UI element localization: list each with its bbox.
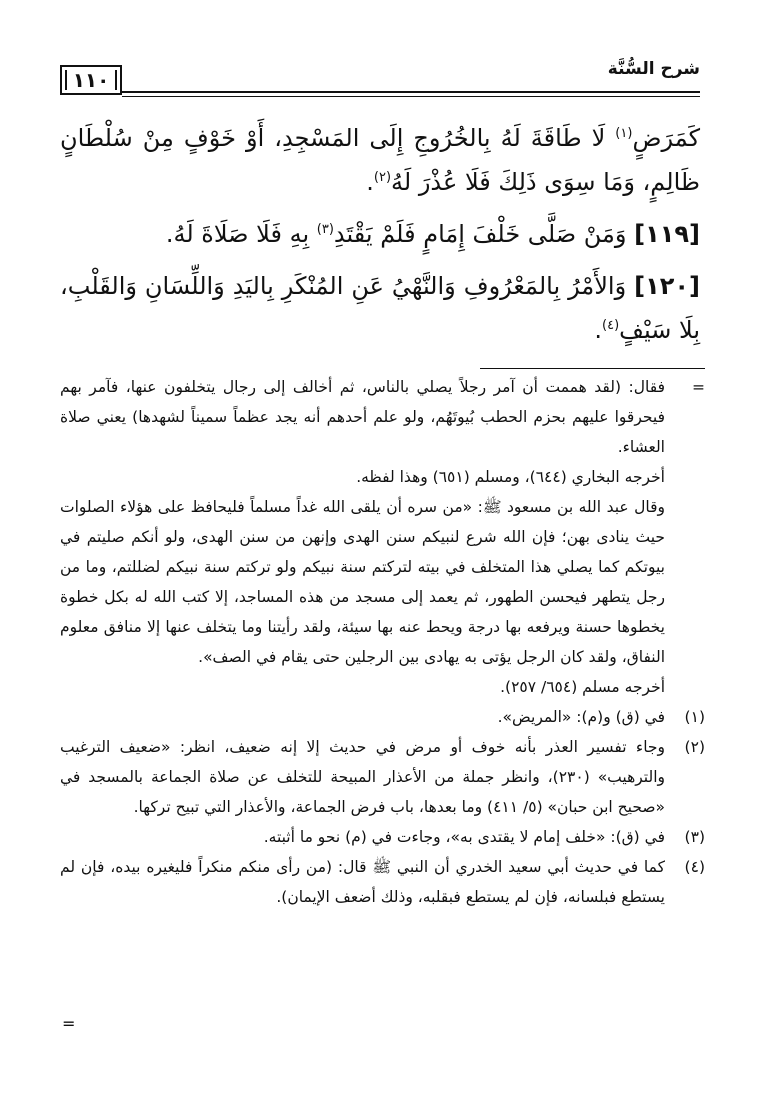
footnote-text: كما في حديث أبي سعيد الخدري أن النبي ﷺ قال: (من رأى منكم منكراً فليغيره بيده، فإن لم يستطع فبلسانه، فإن لم يستطع فبقلبه، وذلك أضعف الإيمان). [60,858,665,906]
footnote-continuation [60,372,705,702]
paragraph-text: . [366,168,374,196]
main-paragraph [60,264,700,352]
footnote-marker: (٣) [684,828,705,846]
footnote-ref: (٤) [602,318,620,333]
footnotes [60,372,705,912]
footnote-marker: (٤) [684,858,705,876]
paragraph-text: . [594,316,603,344]
book-title: شرح السُّنَّة [607,59,700,79]
page-header [60,55,700,105]
paragraph-text: كَمَرَضٍ [632,124,700,152]
paragraph-text: وَالأَمْرُ بِالمَعْرُوفِ وَالنَّهْيُ عَنِ المُنْكَرِ بِاليَدِ وَاللِّسَانِ وَالقَلْبِ، بِلَا سَيْفٍ [60,272,700,344]
footnote [60,702,705,732]
footnote [60,732,705,822]
footnote [60,852,705,912]
footnote-divider [480,368,705,369]
footnote-line: فقال: (لقد هممت أن آمر رجلاً يصلي بالناس، ثم أخالف إلى رجال يتخلفون عنها، فآمر بهم فيحرقوا عليهم بحزم الحطب بُيوتَهُم، ولو علم أحدهم أنه يجد عظماً سميناً لشهدها) يعني صلاة العشاء. [60,378,665,456]
footnote-marker: (٢) [684,738,705,756]
footnote-ref: (١) [615,126,633,141]
footnote-text: وجاء تفسير العذر بأنه خوف أو مرض في حديث إلا إنه ضعيف، انظر: «ضعيف الترغيب والترهيب» (٢٣٠)، وانظر جملة من الأعذار المبيحة للتخلف عن صلاة الجماعة بالمسجد في «صحيح ابن حبان» (٥/ ٤١١) وما بعدها، باب فرض الجماعة، والأعذار التي تبيح تركها. [60,738,665,816]
paragraph-number: [١٢٠] [634,272,700,300]
header-rule [122,91,700,93]
header-rule-thin [122,96,700,97]
footnote-line: وقال عبد الله بن مسعود ﷺ: «من سره أن يلقى الله غداً مسلماً فليحافظ على هؤلاء الصلوات حيث ينادى بهن؛ فإن الله شرع لنبيكم سنن الهدى وإنهن من سنن الهدى، ولو أنكم صليتم في بيوتكم كما يصلي هذا المتخلف في بيته لتركتم سنة نبيكم ولو تركتم سنة نبيكم لضللتم، وما من رجل يتطهر فيحسن الطهور، ثم يعمد إلى مسجد من هذه المساجد، إلا كتب الله له بكل خطوة يخطوها حسنة ويرفعه بها درجة ويحط عنه بها سيئة، ولقد رأيتنا وما يتخلف عنها إلا منافق معلوم النفاق، ولقد كان الرجل يؤتى به يهادى بين الرجلين حتى يقام في الصف». [60,498,665,666]
continuation-body [60,372,665,702]
footnote-text: في (ق) و(م): «المريض». [497,708,665,726]
main-paragraph [60,116,700,204]
footnote-ref: (٣) [316,222,334,237]
footnote-line: أخرجه مسلم (٦٥٤/ ٢٥٧). [500,678,665,696]
footnote-ref: (٢) [373,170,392,185]
footnote-line: أخرجه البخاري (٦٤٤)، ومسلم (٦٥١) وهذا لفظه. [356,468,665,486]
footnote-text: في (ق): «خلف إمام لا يقتدى به»، وجاءت في (م) نحو ما أثبته. [263,828,665,846]
paragraph-text: لَا طَاقَةَ لَهُ بِالخُرُوجِ إِلَى المَسْجِدِ، أَوْ خَوْفٍ مِنْ سُلْطَانٍ ظَالِمٍ، وَمَا سِوَى ذَلِكَ فَلَا عُذْرَ لَهُ [60,124,700,196]
main-paragraph [60,212,700,256]
main-text [60,116,700,360]
paragraph-text: بِهِ فَلَا صَلَاةَ لَهُ. [165,220,317,248]
page-number-frame [60,65,122,95]
paragraph-text: وَمَنْ صَلَّى خَلْفَ إِمَامٍ فَلَمْ يَقْتَدِ [333,220,635,248]
bottom-continuation-mark: = [62,1014,76,1033]
continuation-mark: = [692,378,705,396]
footnote-marker: (١) [684,708,705,726]
footnote [60,822,705,852]
paragraph-number: [١١٩] [634,220,700,248]
page-number: ١١٠ [72,68,110,92]
